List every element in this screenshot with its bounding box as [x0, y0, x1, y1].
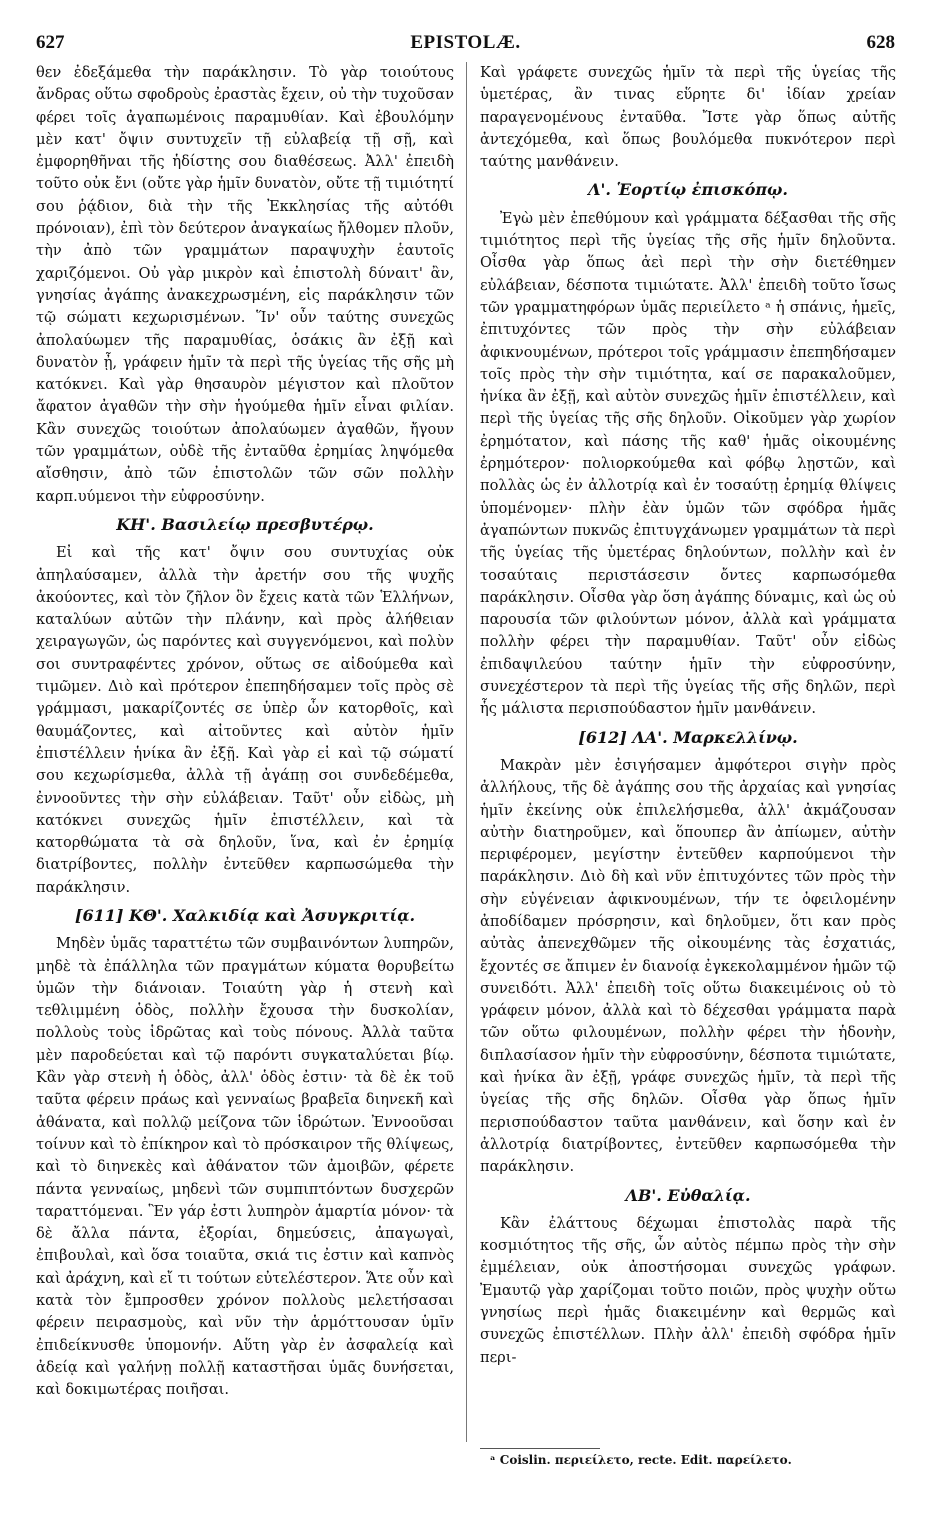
letter-heading: Λ'. Ἑορτίῳ ἐπισκόπῳ. — [588, 180, 788, 200]
paragraph: θεν ἐδεξάμεθα τὴν παράκλησιν. Τὸ γὰρ τοιούτους ἄνδρας οὕτω σφοδροὺς ἐραστὰς ἔχειν, οὐ τὴν τυχοῦσαν φέρει τοῖς ἀγαπωμένοις παραμυθίαν. Καὶ ἐβουλόμην μὲν κατ' ὄψιν συντυχεῖν τῇ εὐλαβείᾳ τῇ σῇ, καὶ ἐμφορηθῆναι τῆς ἡδίστης σου διαθέσεως. Ἀλλ' ἐπειδὴ τοῦτο οὐκ ἔνι (οὔτε γὰρ ἡμῖν δυνατὸν, οὔτε τῇ τιμιότητί σου ῥᾴδιον, διὰ τὴν τῆς Ἐκκλησίας τῆς αὐτόθι πρόνοιαν), ἐπὶ τὸν δεύτερον ἀναγκαίως ἤλθομεν πλοῦν, τὴν ἀπὸ τῶν γραμμάτων παραψυχὴν ἑαυτοῖς χαριζόμενοι. Οὐ γὰρ μικρὸν καὶ ἐπιστολὴ δύναιτ' ἂν, γνησίας ἀγάπης ἀνακεχρωσμένη, εἰς παράκλησιν τῶν τῷ σώματι κεχωρισμένων. Ἵν' οὖν ταύτης συνεχῶς ἀπολαύωμεν τῆς παραμυθίας, ὁσάκις ἂν ἐξῇ καὶ δυνατὸν ᾖ, γράφειν ἡμῖν τὰ περὶ τῆς ὑγείας τῆς σῆς μὴ κατόκνει. Καὶ γὰρ θησαυρὸν μέγιστον καὶ πλοῦτον ἄφατον ἀγαθῶν τὴν σὴν ἡγούμεθα ἡμῖν εἶναι φιλίαν. Κἂν συνεχῶς τοιούτων ἀπολαύωμεν ἀγαθῶν, ἤγουν τῶν γραμμάτων, οὐδὲ τῆς ἐνταῦθα ἐρημίας ληψόμεθα αἴσθησιν, ἀπὸ τῶν ἐπιστολῶν τῶν σῶν πολλὴν καρπ.υύμενοι τὴν εὐφροσύνην. — [36, 64, 454, 505]
page-number-left: 627 — [36, 32, 65, 53]
paragraph: Κἂν ἐλάττους δέχωμαι ἐπιστολὰς παρὰ τῆς κοσμιότητος τῆς σῆς, ὧν αὐτὸς πέμπω πρὸς τὴν σὴν ἐμμέλειαν, οὐκ ἀποστήσομαι συνεχῶς γράφων. Ἐμαυτῷ γὰρ χαρίζομαι τοῦτο ποιῶν, πρὸς ψυχὴν οὕτω γνησίως περὶ ἡμᾶς διακειμένην καὶ θερμῶς καὶ συνεχῶς ἐπιστέλλων. Πλὴν ἀλλ' ἐπειδὴ σφόδρα ἡμῖν περι- — [480, 1214, 896, 1366]
paragraph: Μακρὰν μὲν ἐσιγήσαμεν ἀμφότεροι σιγὴν πρὸς ἀλλήλους, τῆς δὲ ἀγάπης σου τῆς ἀρχαίας καὶ γνησίας ἡμῖν ἐκείνης οὐκ ἐπιλελήσμεθα, ἀλλ' ἀκμάζουσαν αὐτὴν διατηροῦμεν, καὶ ὅπουπερ ἂν ἀπίωμεν, αὐτὴν περιφέρομεν, μεγίστην ἐντεῦθεν καρπούμενοι τὴν παράκλησιν. Διὸ δὴ καὶ νῦν ἐπιτυχόντες τῶν πρὸς τὴν σὴν εὐγένειαν ἀφικνουμένων, τήν τε ὀφειλομένην ἀποδίδαμεν πρόσρησιν, καὶ δηλοῦμεν, ὅτι καν πρὸς αὐτὰς ἀπενεχθῶμεν τῆς οἰκουμένης τὰς ἐσχατιάς, ἔχοντές σε ἄπιμεν ἐν διανοίᾳ ἐγκεκολαμμένον ἡμῶν τῷ συνειδότι. Ἀλλ' ἐπειδὴ τοῖς οὕτω διακειμένοις οὐ τὸ γράφειν μόνον, ἀλλὰ καὶ τὸ δέχεσθαι γράμματα παρὰ τῶν οὕτω φιλουμένων, πολλὴν φέρει τὴν ἡδονὴν, διπλασίασον ἡμῖν τὴν εὐφροσύνην, δέσποτα τιμιώτατε, καὶ ἡνίκα ἂν ἐξῇ, γράφε συνεχῶς ἡμῖν, τὰ περὶ τῆς ὑγείας τῆς σῆς δηλῶν. Οἶσθα γὰρ ὅπως ἡμῖν περισπούδαστον ταῦτα μανθάνειν, καὶ ὅσην καὶ ἐν ἀλλοτρίᾳ διατρίβοντες, ἐντεῦθεν καρπωσόμεθα τὴν παράκλησιν. — [480, 756, 896, 1176]
letter-heading: ΚΗ'. Βασιλείῳ πρεσβυτέρῳ. — [116, 514, 374, 534]
paragraph: Καὶ γράφετε συνεχῶς ἡμῖν τὰ περὶ τῆς ὑγείας τῆς ὑμετέρας, ἂν τινας εὕρητε δι' ἰδίαν χρείαν παραγενομένους ἐνταῦθα. Ἴστε γὰρ ὅπως αὐτῆς ἀντεχόμεθα, καὶ ὅπως βουλόμεθα πυκνότερον περὶ ταύτης μανθάνειν. — [480, 64, 896, 171]
letter-heading: ΛΒ'. Εὐθαλίᾳ. — [625, 1185, 751, 1205]
running-title: EPISTOLÆ. — [410, 32, 521, 53]
footnote: ᵃ Coislin. περιείλετο, recte. Edit. παρείλετο. — [490, 1453, 792, 1467]
footnote-rule — [480, 1448, 600, 1449]
paragraph: Ἐγὼ μὲν ἐπεθύμουν καὶ γράμματα δέξασθαι τῆς σῆς τιμιότητος περὶ τῆς ὑγείας τῆς σῆς ἡμῖν δηλοῦντα. Οἶσθα γὰρ ὅπως ἀεὶ περὶ τὴν σὴν διετέθημεν εὐλάβειαν, δέσποτα τιμιώτατε. Ἀλλ' ἐπειδὴ τοῦτο ἴσως τῶν γραμματηφόρων ὑμᾶς περιείλετο ᵃ ἡ σπάνις, ἡμεῖς, ἐπιτυχόντες τῶν πρὸς τὴν σὴν εὐλάβειαν ἀφικνουμένων, πρότεροι τοῖς γράμμασιν ἐπεπηδήσαμεν τοῖς πρὸς τὴν σὴν τιμιότητα, καί σε παρακαλοῦμεν, ἡνίκα ἂν ἐξῇ, καὶ αὐτὸν συνεχῶς ἡμῖν ἐπιστέλλειν, καὶ περὶ τῆς ὑγείας τῆς σῆς δηλοῦν. Οἰκοῦμεν γὰρ χωρίον ἐρημότατον, καὶ πάσης τῆς καθ' ἡμᾶς οἰκουμένης ἐρημότερον· πολιορκούμεθα καὶ φόβῳ λῃστῶν, καὶ πολλὰς ὡς ἐν ἀλλοτρίᾳ καὶ ἐν τοσαύτῃ ἐρημίᾳ θλίψεις ὑπομένομεν· πλὴν ἐὰν ὑμῶν τῶν σφόδρα ἡμᾶς ἀγαπώντων πυκνῶς ἐπιτυγχάνωμεν γραμμάτων τὰ περὶ τῆς ὑγείας τῆς ὑμετέρας δηλούντων, πολλὴν καὶ ἐν τοσαύταις περιστάσεσιν ὄντες καρπωσόμεθα παράκλησιν. Οἶσθα γὰρ ὅση ἀγάπης δύναμις, καὶ ὡς οὐ παρουσία τῶν φιλούντων μόνον, ἀλλὰ καὶ γράμματα πολλὴν φέρει τὴν παραμυθίαν. Ταῦτ' οὖν εἰδὼς ἐπιδαψιλεύου ταύτην ἡμῖν τὴν εὐφροσύνην, συνεχέστερον τὰ περὶ τῆς ὑγείας τῆς σῆς δηλῶν, περὶ ἧς μάλιστα περισπούδαστον ἡμῖν μανθάνειν. — [480, 209, 896, 718]
page-number-right: 628 — [866, 32, 895, 53]
left-column — [36, 62, 454, 1402]
right-column — [480, 62, 896, 1369]
paragraph: Μηδὲν ὑμᾶς ταραττέτω τῶν συμβαινόντων λυπηρῶν, μηδὲ τὰ ἐπάλληλα τῶν πραγμάτων κύματα θορυβείτω ὑμῶν τὴν διάνοιαν. Τοιαύτη γὰρ ἡ στενὴ καὶ τεθλιμμένη ὁδὸς, πολλὴν ἔχουσα τὴν δυσκολίαν, πολλοὺς τοὺς ἱδρῶτας καὶ τοὺς πόνους. Ἀλλὰ ταῦτα μὲν παροδεύεται καὶ τῷ παρόντι συγκαταλύεται βίῳ. Κἂν γὰρ στενὴ ἡ ὁδὸς, ἀλλ' ὁδὸς ἐστιν· τὰ δὲ ἐκ τοῦ ταῦτα φέρειν πράως καὶ γενναίως βραβεῖα διηνεκῆ καὶ ἀθάνατα, καὶ πολλῷ μείζονα τῶν ἱδρώτων. Ἐννοοῦσαι τοίνυν καὶ τὸ ἐπίκηρον καὶ τὸ πρόσκαιρον τῆς θλίψεως, καὶ τὸ διηνεκὲς καὶ ἀθάνατον τῶν ἀμοιβῶν, φέρετε πάντα γενναίως, μηδενὶ τῶν συμπιπτόντων δυσχερῶν ταραττόμεναι. Ἓν γάρ ἐστι λυπηρὸν ἁμαρτία μόνον· τὰ δὲ ἄλλα πάντα, ἐξορίαι, δημεύσεις, ἀπαγωγαὶ, ἐπιβουλαὶ, καὶ ὅσα τοιαῦτα, σκιά τις ἐστιν καὶ καπνὸς καὶ ἀράχνη, καὶ εἴ τι τούτων εὐτελέστερον. Ἅτε οὖν καὶ κατὰ τὸν ἔμπροσθεν χρόνον πολλοὺς μελετήσασαι φέρειν πειρασμοὺς, καὶ νῦν τὴν ἁρμόττουσαν ὑμῖν ἐπιδείκνυσθε ὑπομονήν. Αὕτη γὰρ ἐν ἀσφαλείᾳ καὶ ἀδείᾳ καὶ γαλήνῃ πολλῇ καταστῆσαι ὑμᾶς δυνήσεται, καὶ δοκιμωτέρας ποιῆσαι. — [36, 935, 454, 1399]
letter-heading: [612] ΛΑ'. Μαρκελλίνῳ. — [578, 727, 798, 747]
letter-heading: [611] ΚΘ'. Χαλκιδίᾳ καὶ Ἀσυγκριτίᾳ. — [74, 905, 416, 925]
column-divider — [466, 62, 467, 1442]
page-header — [36, 32, 895, 56]
paragraph: Εἰ καὶ τῆς κατ' ὄψιν σου συντυχίας οὐκ ἀπηλαύσαμεν, ἀλλὰ τὴν ἀρετήν σου τῆς ψυχῆς ἀκούοντες, καὶ τὸν ζῆλον ὃν ἔχεις κατὰ τῶν Ἑλλήνων, καταλύων αὐτῶν τὴν πλάνην, καὶ πρὸς ἀλήθειαν χειραγωγῶν, ὡς παρόντες καὶ συγγενόμενοι, καὶ πολὺν σοι συντραφέντες χρόνον, οὕτως σε αἰδούμεθα καὶ τιμῶμεν. Διὸ καὶ πρότερον ἐπεπηδήσαμεν τοῖς πρὸς σὲ γράμμασι, μακαρίζοντές σε ὑπὲρ ὧν κατορθοῖς, καὶ θαυμάζοντες, καὶ αἰτοῦντες καὶ αὐτὸν ἡμῖν ἐπιστέλλειν ἡνίκα ἂν ἐξῇ. Καὶ γὰρ εἰ καὶ τῷ σώματί σου κεχωρίσμεθα, ἀλλὰ τῇ ἀγάπῃ σοι συνδεδέμεθα, ἐννοοῦντες τὴν σὴν εὐλάβειαν. Ταῦτ' οὖν εἰδὼς, μὴ κατόκνει συνεχῶς ἡμῖν ἐπιστέλλειν, καὶ τὰ κατορθώματα τὰ σὰ δηλοῦν, ἵνα, καὶ ἐν ἐρημίᾳ διατρίβοντες, πολλὴν ἐντεῦθεν καρπωσώμεθα τὴν παράκλησιν. — [36, 544, 454, 896]
